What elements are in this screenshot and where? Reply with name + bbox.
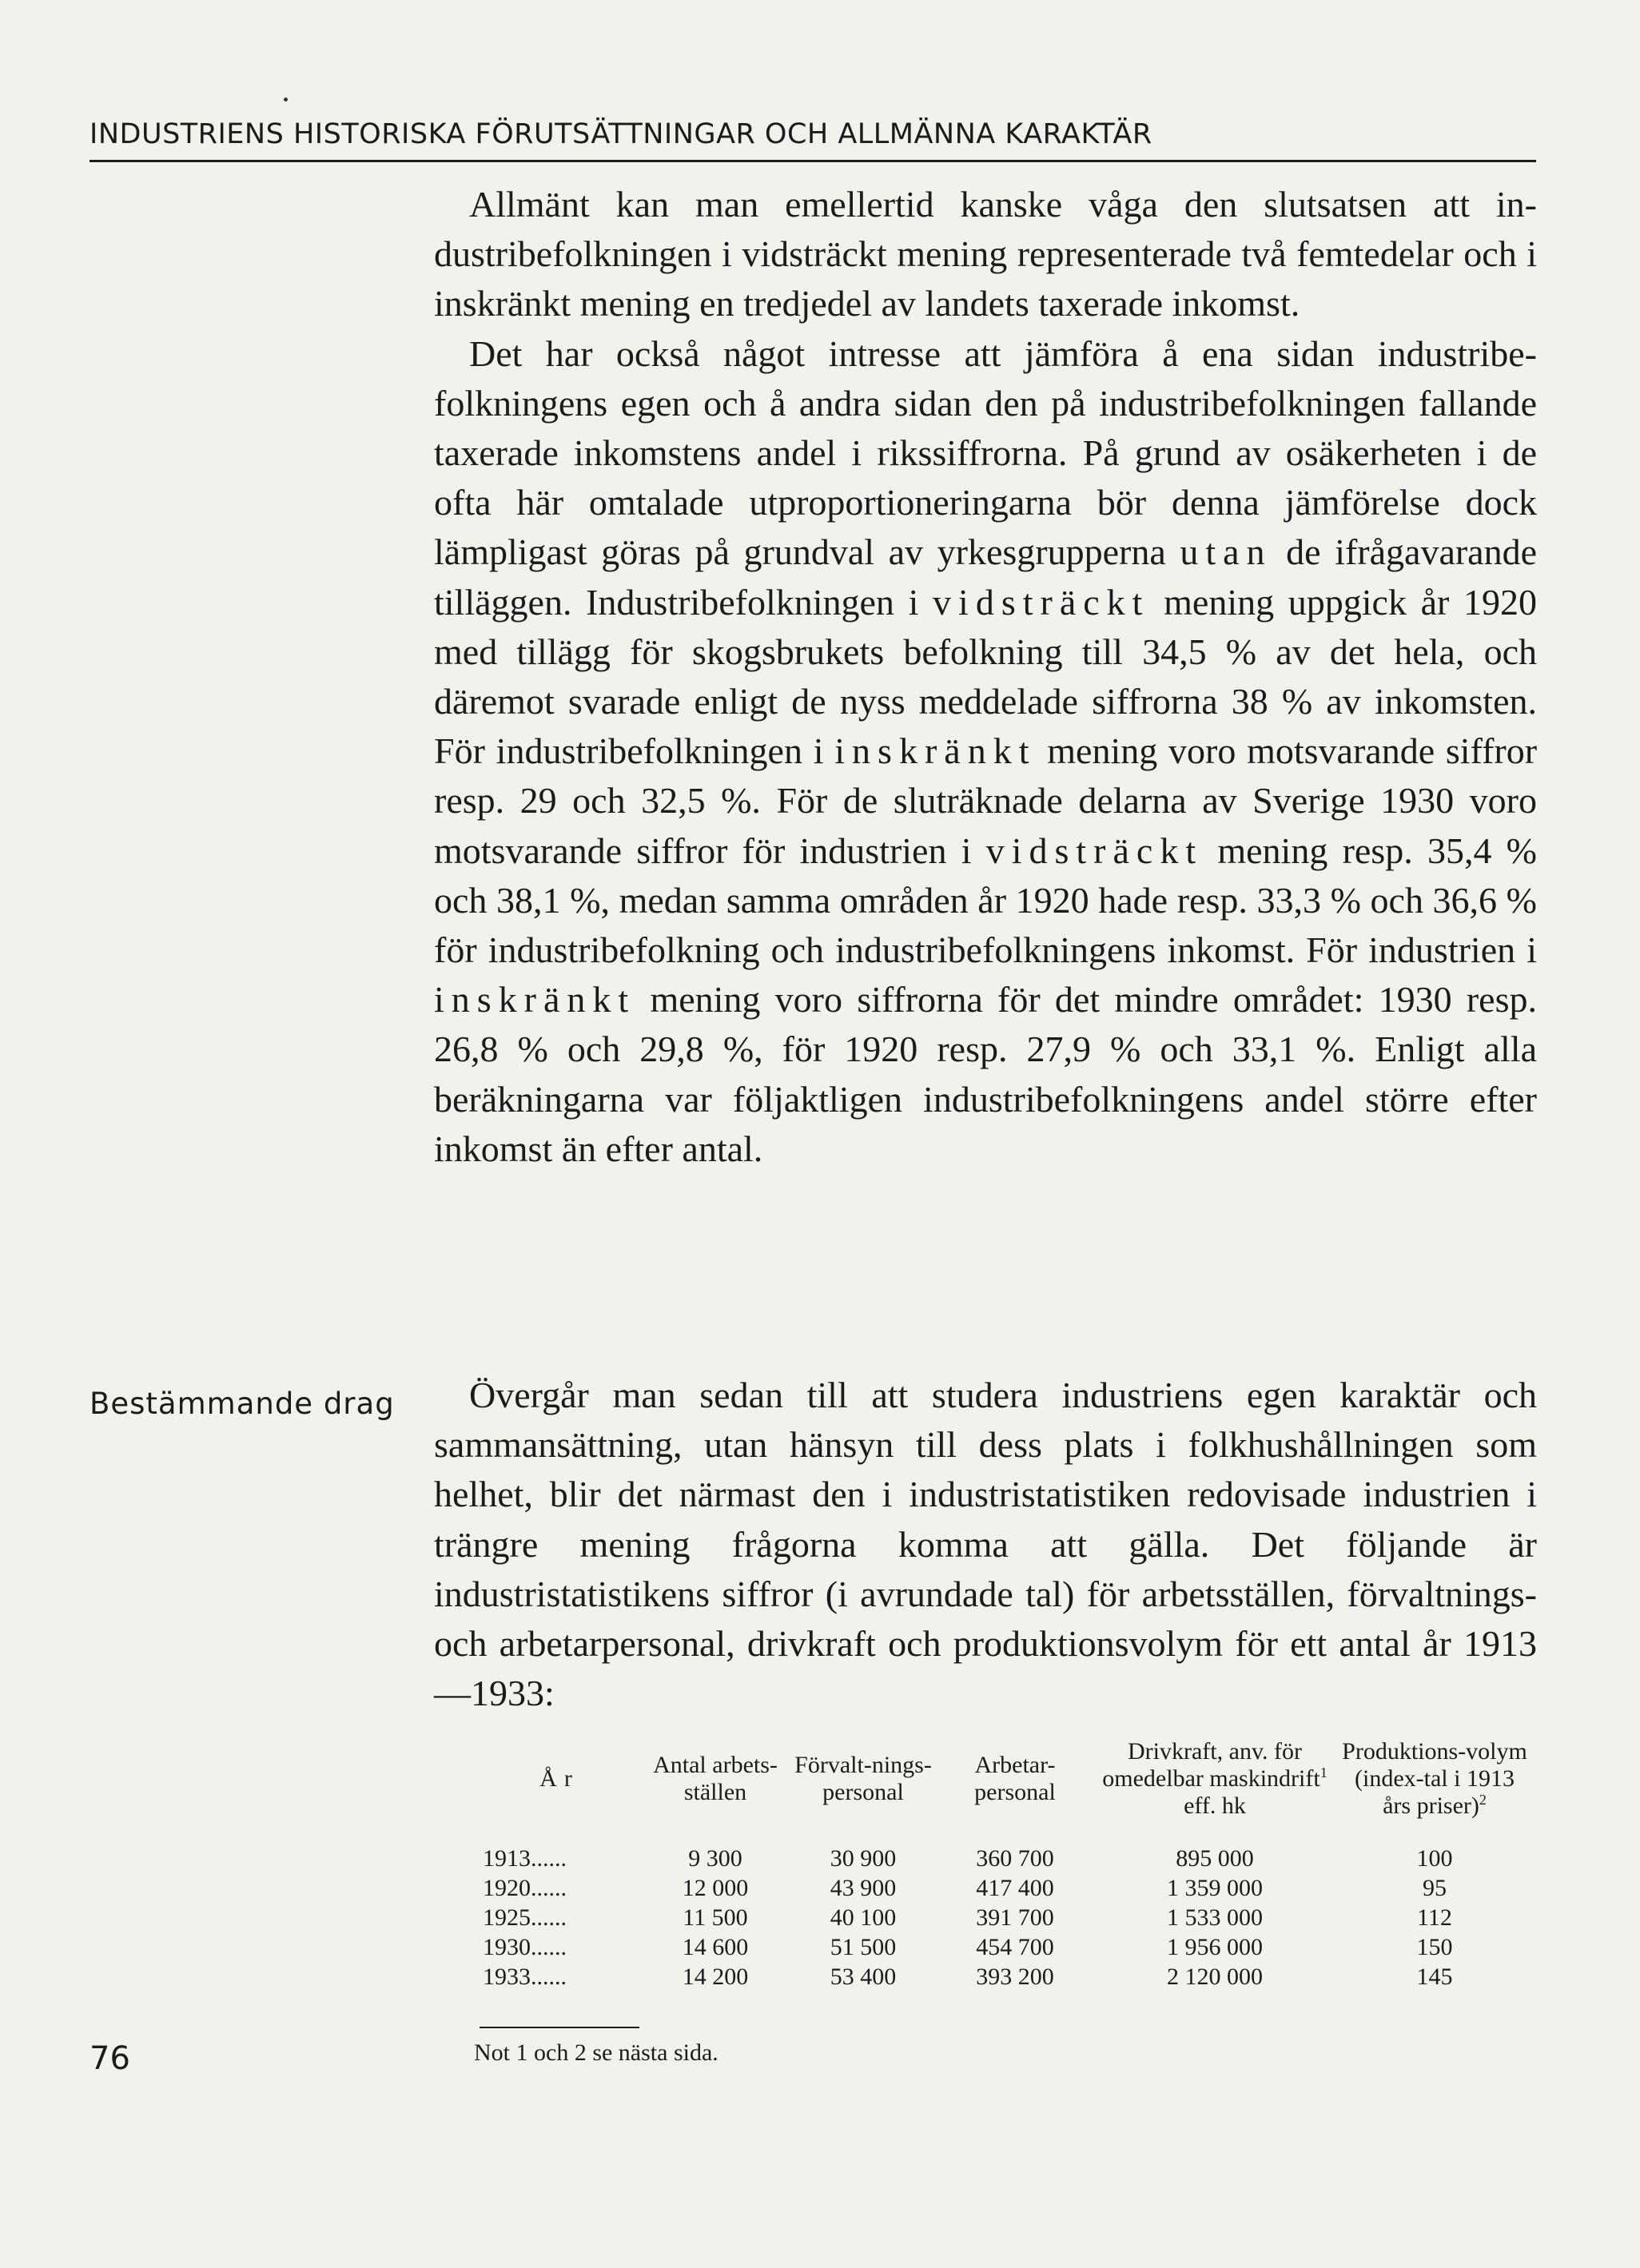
cell-production: 145 [1416, 1963, 1453, 1990]
text-block-1 [434, 180, 1537, 1174]
cell-production: 100 [1416, 1844, 1453, 1872]
dot-leader: ...... [531, 1874, 567, 1901]
cell-production: 150 [1416, 1933, 1453, 1960]
text-run: mening resp. 35,4 % och 38,1 %, medan samma områden år 1920 hade resp. 33,3 % och 36,6 % för industribefolkning och industribefolkningens inkomst. För industrien i [434, 830, 1537, 971]
paragraph: Övergår man sedan till att studera industriens egen karaktär och sammansättning, utan hänsyn till dess plats i folkhushållningen som helhet, blir det närmast den i industristatistiken redovisade industrien i trängre mening frågorna komma att gälla. Det följande är industristatistikens siffror (i avrundade tal) för arbetsställen, förvaltnings- och arbetarpersonal, drivkraft och produktionsvolym för ett antal år 1913—1933: [434, 1375, 1537, 1714]
text-run: de ifrågavarande tilläggen. Industribefolkningen i [434, 531, 1538, 623]
cell-admin: 30 900 [830, 1844, 897, 1872]
dot-leader: ...... [531, 1844, 567, 1872]
cell-year [480, 1873, 639, 1903]
header-text: Produktions-volym (index-tal i 1913 års priser) [1342, 1738, 1527, 1819]
cell-workplaces: 14 600 [682, 1933, 749, 1960]
cell-power: 1 533 000 [1167, 1904, 1263, 1931]
cell-admin: 53 400 [830, 1963, 897, 1990]
cell-year [480, 1837, 639, 1873]
cell-production: 95 [1423, 1874, 1447, 1901]
column-header-power [1095, 1738, 1335, 1837]
emphasis-spaced: vidsträckt [933, 581, 1150, 623]
year-value: 1913 [483, 1844, 531, 1872]
cell-workers: 360 700 [976, 1844, 1054, 1872]
table-row [480, 1837, 1535, 1873]
cell-admin: 51 500 [830, 1933, 897, 1960]
cell-admin: 40 100 [830, 1904, 897, 1931]
emphasis-spaced: vidsträckt [985, 830, 1204, 871]
year-value: 1930 [483, 1933, 531, 1960]
year-value: 1925 [483, 1904, 531, 1931]
paragraph [434, 329, 1537, 1174]
statistics-table [480, 1738, 1535, 1991]
emphasis-spaced: inskränkt [434, 979, 636, 1021]
dot-leader: ...... [531, 1963, 567, 1990]
footnote: Not 1 och 2 se nästa sida. [474, 2039, 718, 2066]
footnote-ref: 1 [1320, 1765, 1328, 1781]
cell-production: 112 [1417, 1904, 1452, 1931]
cell-admin: 43 900 [830, 1874, 897, 1901]
table-rule [480, 2027, 639, 2028]
cell-workers: 417 400 [976, 1874, 1054, 1901]
text-run: Det har också något intresse att jämföra å ena sidan industribefolkningens egen och å andra sidan den på industribefolkningen fallande taxerade inkomstens andel i rikssiffrorna. På grund av osäkerheten i de ofta här omtalade utproportioneringarna bör denna jämförelse dock lämpligast göras på grundval av yrkesgrupperna [434, 332, 1537, 573]
cell-power: 1 359 000 [1167, 1874, 1263, 1901]
emphasis-spaced: inskränkt [834, 730, 1037, 772]
column-header-year [480, 1738, 639, 1837]
cell-workplaces: 12 000 [682, 1874, 749, 1901]
cell-workers: 454 700 [976, 1933, 1054, 1960]
cell-workplaces: 11 500 [683, 1904, 748, 1931]
cell-power: 1 956 000 [1167, 1933, 1263, 1960]
cell-workers: 393 200 [976, 1963, 1054, 1990]
cell-year [480, 1962, 639, 1991]
header-unit: eff. hk [1184, 1793, 1246, 1819]
table-row [480, 1932, 1535, 1962]
cell-year [480, 1903, 639, 1932]
table-row [480, 1873, 1535, 1903]
header-text: Drivkraft, anv. för omedelbar maskindrift [1102, 1738, 1320, 1792]
column-header-production [1335, 1738, 1535, 1837]
footnote-ref: 2 [1479, 1792, 1487, 1808]
margin-label: Bestämmande drag [90, 1387, 395, 1421]
cell-power: 2 120 000 [1167, 1963, 1263, 1990]
column-header-admin: Förvalt-nings-personal [794, 1752, 932, 1805]
text-run: mening uppgick år 1920 med tillägg för skogsbrukets befolkning till 34,5 % av det hela, och däremot svarade enligt de nyss meddelade siffrorna 38 % av inkomsten. För industribefolkningen i [434, 581, 1538, 772]
header-rule [90, 160, 1536, 162]
column-header-workplaces: Antal arbets-ställen [653, 1752, 778, 1805]
cell-power: 895 000 [1176, 1844, 1254, 1872]
text-run: mening voro siffrorna för det mindre området: 1930 resp. 26,8 % och 29,8 %, för 1920 resp. 27,9 % och 33,1 %. Enligt alla beräkningarna var följaktligen industribefolkningens andel större efter inkomst än efter antal. [434, 979, 1537, 1169]
cell-workplaces: 9 300 [688, 1844, 742, 1872]
running-header: INDUSTRIENS HISTORISKA FÖRUTSÄTTNINGAR OCH ALLMÄNNA KARAKTÄR [90, 118, 1152, 150]
header-text: År [539, 1765, 579, 1792]
cell-workplaces: 14 200 [682, 1963, 749, 1990]
cell-year [480, 1932, 639, 1962]
text-block-2 [434, 1371, 1537, 1718]
year-value: 1920 [483, 1874, 531, 1901]
dot-leader: ...... [531, 1933, 567, 1960]
stray-dot [284, 97, 288, 101]
cell-workers: 391 700 [976, 1904, 1054, 1931]
emphasis-spaced: utan [1180, 531, 1272, 573]
column-header-workers: Arbetar-personal [974, 1752, 1056, 1805]
table-row [480, 1903, 1535, 1932]
paragraph: Allmänt kan man emellertid kanske våga den slutsatsen att industribefolkningen i vidsträckt mening representerade två femtedelar och i inskränkt mening en tredjedel av landets taxerade inkomst. [434, 184, 1537, 324]
text-run: mening voro motsvarande siffror resp. 29 och 32,5 %. För de sluträknade delarna av Sverige 1930 voro motsvarande siffror för industrien i [434, 730, 1538, 871]
dot-leader: ...... [531, 1904, 567, 1931]
year-value: 1933 [483, 1963, 531, 1990]
page-number: 76 [90, 2040, 130, 2077]
table-row [480, 1962, 1535, 1991]
